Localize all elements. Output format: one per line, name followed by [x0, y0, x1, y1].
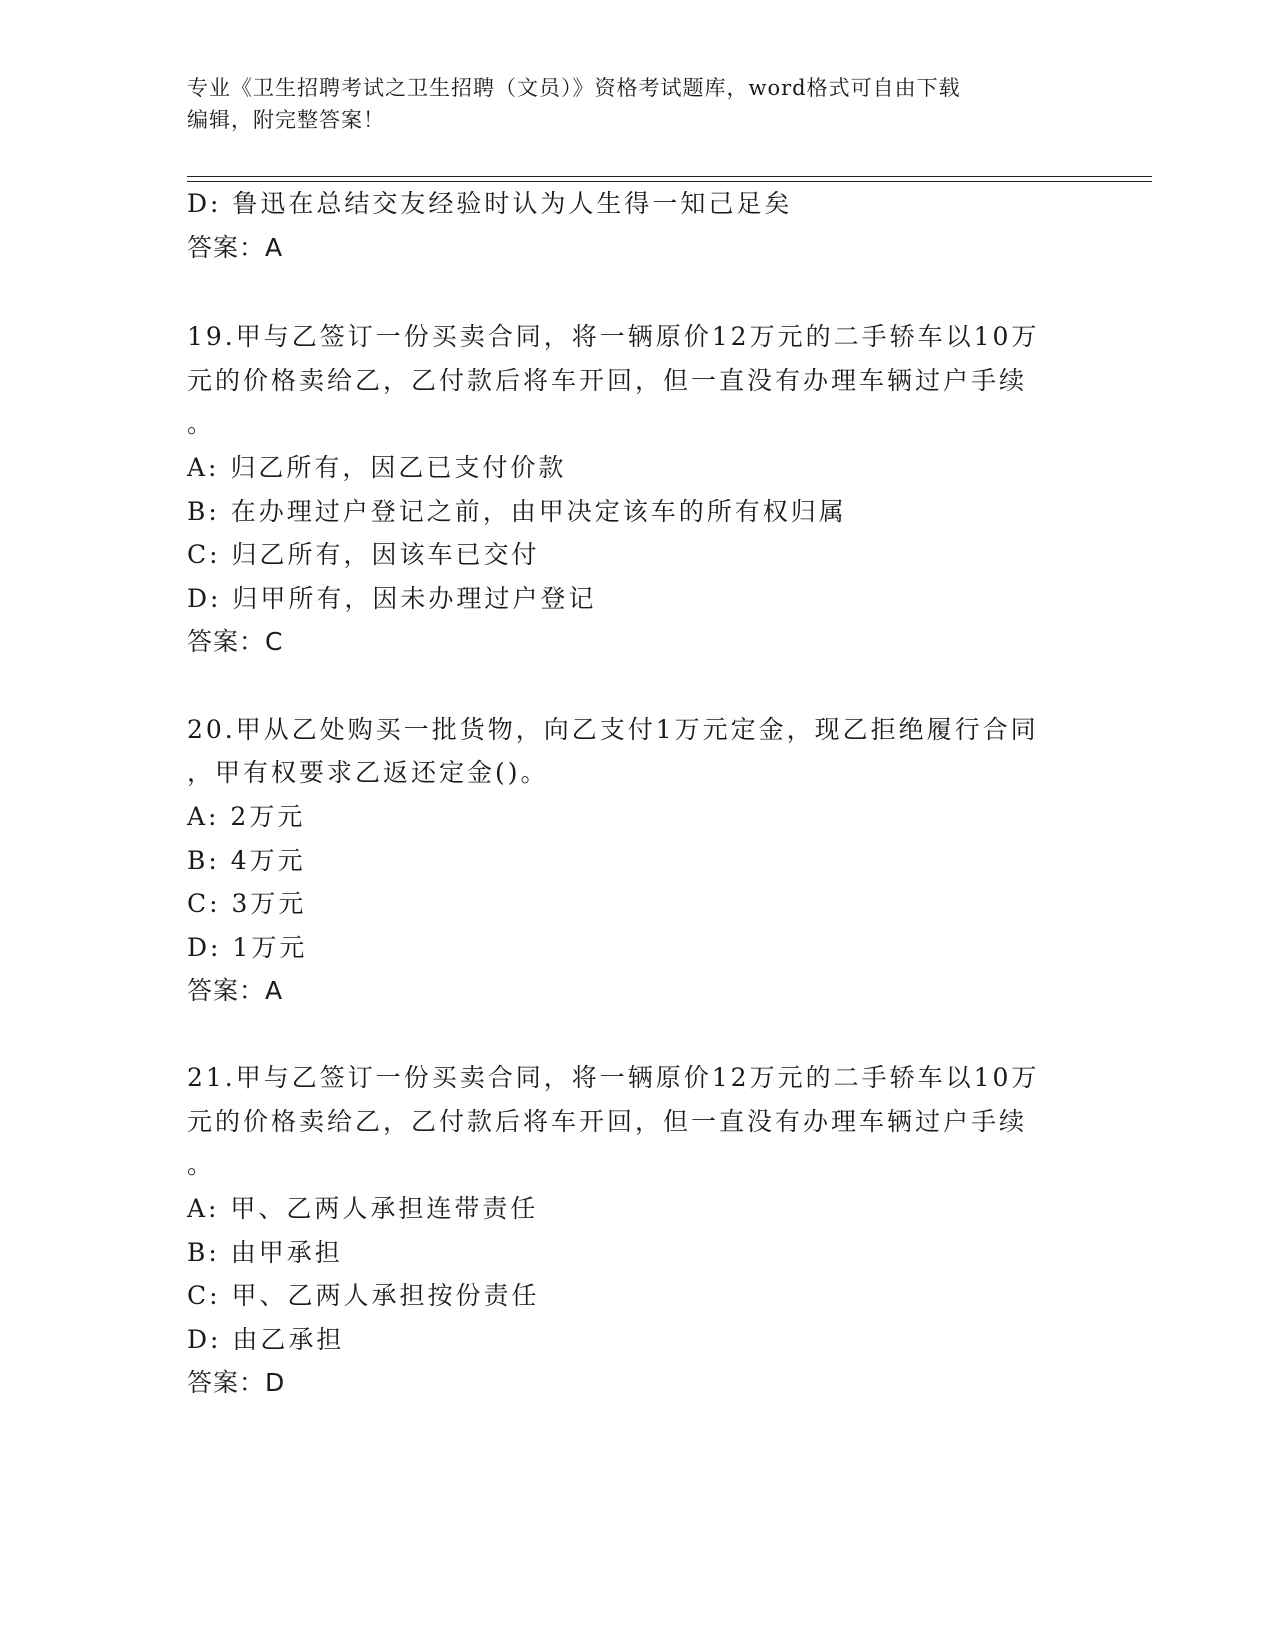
q21-stem-line-1: 21.甲与乙签订一份买卖合同，将一辆原价12万元的二手轿车以10万	[187, 1063, 1040, 1092]
q19-stem-line-2: 元的价格卖给乙，乙付款后将车开回，但一直没有办理车辆过户手续	[187, 366, 1028, 395]
q21-stem-line-3: 。	[187, 1150, 216, 1179]
q19-answer: 答案：C	[187, 627, 284, 656]
header-divider-top	[187, 176, 1152, 177]
prev-answer: 答案：A	[187, 233, 284, 262]
q19-option-d: D: 归甲所有，因未办理过户登记	[187, 584, 597, 613]
q21-stem-line-2: 元的价格卖给乙，乙付款后将车开回，但一直没有办理车辆过户手续	[187, 1107, 1028, 1136]
document-header	[187, 72, 1067, 136]
q20-option-b: B: 4万元	[187, 846, 306, 875]
q19-option-b: B: 在办理过户登记之前，由甲决定该车的所有权归属	[187, 497, 847, 526]
q20-answer: 答案：A	[187, 976, 284, 1005]
q21-option-c: C: 甲、乙两人承担按份责任	[187, 1281, 540, 1310]
q19-option-c: C: 归乙所有，因该车已交付	[187, 540, 540, 569]
q19-stem-line-3: 。	[187, 409, 216, 438]
q20-option-d: D: 1万元	[187, 933, 308, 962]
q19-option-a: A: 归乙所有，因乙已支付价款	[187, 453, 567, 482]
prev-option-d: D: 鲁迅在总结交友经验时认为人生得一知己足矣	[187, 189, 793, 218]
q21-option-a: A: 甲、乙两人承担连带责任	[187, 1194, 539, 1223]
q20-option-c: C: 3万元	[187, 889, 307, 918]
q21-option-b: B: 由甲承担	[187, 1238, 343, 1267]
q19-stem-line-1: 19.甲与乙签订一份买卖合同，将一辆原价12万元的二手轿车以10万	[187, 322, 1040, 351]
q20-option-a: A: 2万元	[187, 802, 306, 831]
q21-answer: 答案：D	[187, 1368, 286, 1397]
header-line-1: 专业《卫生招聘考试之卫生招聘（文员）》资格考试题库，word格式可自由下载	[187, 76, 961, 100]
header-line-2: 编辑，附完整答案！	[187, 108, 385, 132]
q20-stem-line-2: ，甲有权要求乙返还定金()。	[187, 758, 549, 787]
q21-option-d: D: 由乙承担	[187, 1325, 345, 1354]
header-divider-bottom	[187, 181, 1152, 182]
q20-stem-line-1: 20.甲从乙处购买一批货物，向乙支付1万元定金，现乙拒绝履行合同	[187, 715, 1039, 744]
